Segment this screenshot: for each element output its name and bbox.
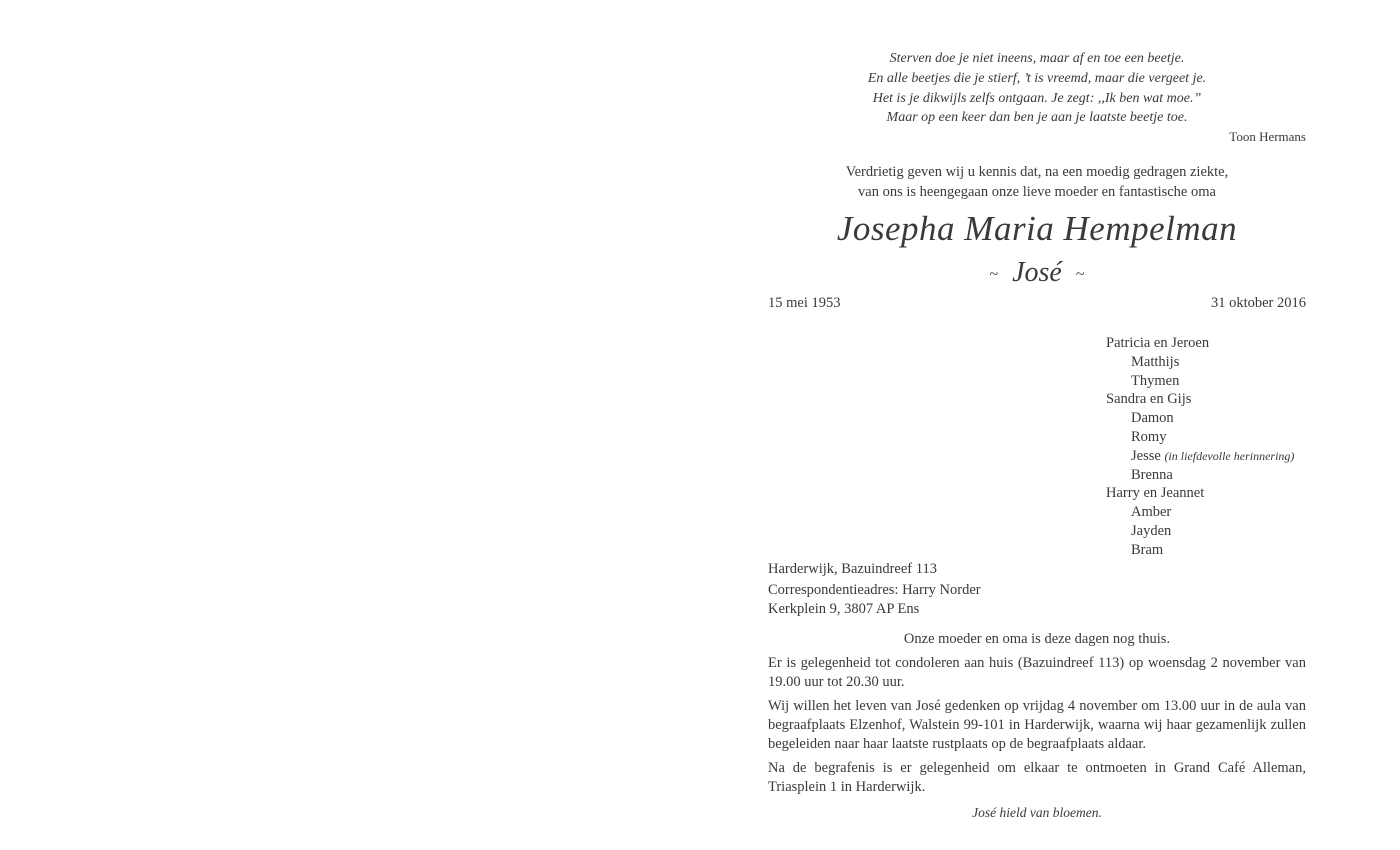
family-parents: Harry en Jeannet xyxy=(1106,485,1205,502)
family-child: Brenna xyxy=(1131,466,1173,483)
address-block xyxy=(768,560,981,620)
poem-author: Toon Hermans xyxy=(1229,129,1306,144)
poem xyxy=(768,49,1306,128)
announcement-intro xyxy=(768,163,1306,202)
correspondence-street: Kerkplein 9, 3807 AP Ens xyxy=(768,601,920,617)
poem-line: Sterven doe je niet ineens, maar af en toe een beetje. xyxy=(889,51,1185,66)
closing-line: José hield van bloemen. xyxy=(972,805,1102,820)
tilde-ornament: ~ xyxy=(989,265,999,283)
family-parents: Sandra en Gijs xyxy=(1106,391,1192,408)
funeral-notice xyxy=(768,0,1306,850)
family-child: Amber xyxy=(1131,504,1172,521)
family-child: Bram xyxy=(1131,541,1164,558)
deceased-name: Josepha Maria Hempelman xyxy=(836,209,1238,248)
family-child: Thymen xyxy=(1131,372,1180,389)
family-child: Matthijs xyxy=(1131,353,1180,370)
family-child: Damon xyxy=(1131,410,1174,427)
family-list xyxy=(1106,334,1294,560)
poem-line: En alle beetjes die je stierf, ’t is vreemd, maar die vergeet je. xyxy=(867,70,1207,86)
family-child-with-note xyxy=(1106,447,1294,466)
tilde-ornament: ~ xyxy=(1075,265,1085,283)
nickname-row xyxy=(768,254,1306,294)
family-child: Romy xyxy=(1131,428,1167,445)
poem-line: Het is je dikwijls zelfs ontgaan. Je zegt: ,,Ik ben wat moe.” xyxy=(872,90,1202,106)
home-address: Harderwijk, Bazuindreef 113 xyxy=(768,561,937,577)
intro-line: van ons is heengegaan onze lieve moeder en fantastische oma xyxy=(858,183,1216,200)
notice-paragraph: Na de begrafenis is er gelegenheid om elkaar te ontmoeten in Grand Café Alleman, Triasplein 1 in Harderwijk. xyxy=(768,760,1306,795)
nickname: José xyxy=(1012,257,1062,288)
notice-paragraph: Wij willen het leven van José gedenken op vrijdag 4 november om 13.00 uur in de aula van begraafplaats Elzenhof, Walstein 99-101 in Harderwijk, waarna wij haar gezamenlijk zullen begeleiden naar haar laatste rustplaats op de begraafplaats aldaar. xyxy=(768,698,1306,752)
family-child: Jayden xyxy=(1131,522,1172,539)
notice-paragraph: Onze moeder en oma is deze dagen nog thuis. xyxy=(903,631,1171,647)
notice-body xyxy=(768,630,1306,802)
family-child-name: Jesse xyxy=(1131,447,1161,464)
birth-date: 15 mei 1953 xyxy=(768,295,841,311)
correspondence-address: Correspondentieadres: Harry Norder xyxy=(768,581,981,598)
family-parents: Patricia en Jeroen xyxy=(1106,335,1210,351)
memorial-note: (in liefdevolle herinnering) xyxy=(1164,448,1295,463)
poem-line: Maar op een keer dan ben je aan je laatste beetje toe. xyxy=(886,110,1188,126)
death-date: 31 oktober 2016 xyxy=(1210,295,1306,311)
intro-line: Verdrietig geven wij u kennis dat, na een moedig gedragen ziekte, xyxy=(845,164,1229,180)
notice-paragraph: Er is gelegenheid tot condoleren aan huis (Bazuindreef 113) op woensdag 2 november van 19.00 uur tot 20.30 uur. xyxy=(768,655,1306,690)
